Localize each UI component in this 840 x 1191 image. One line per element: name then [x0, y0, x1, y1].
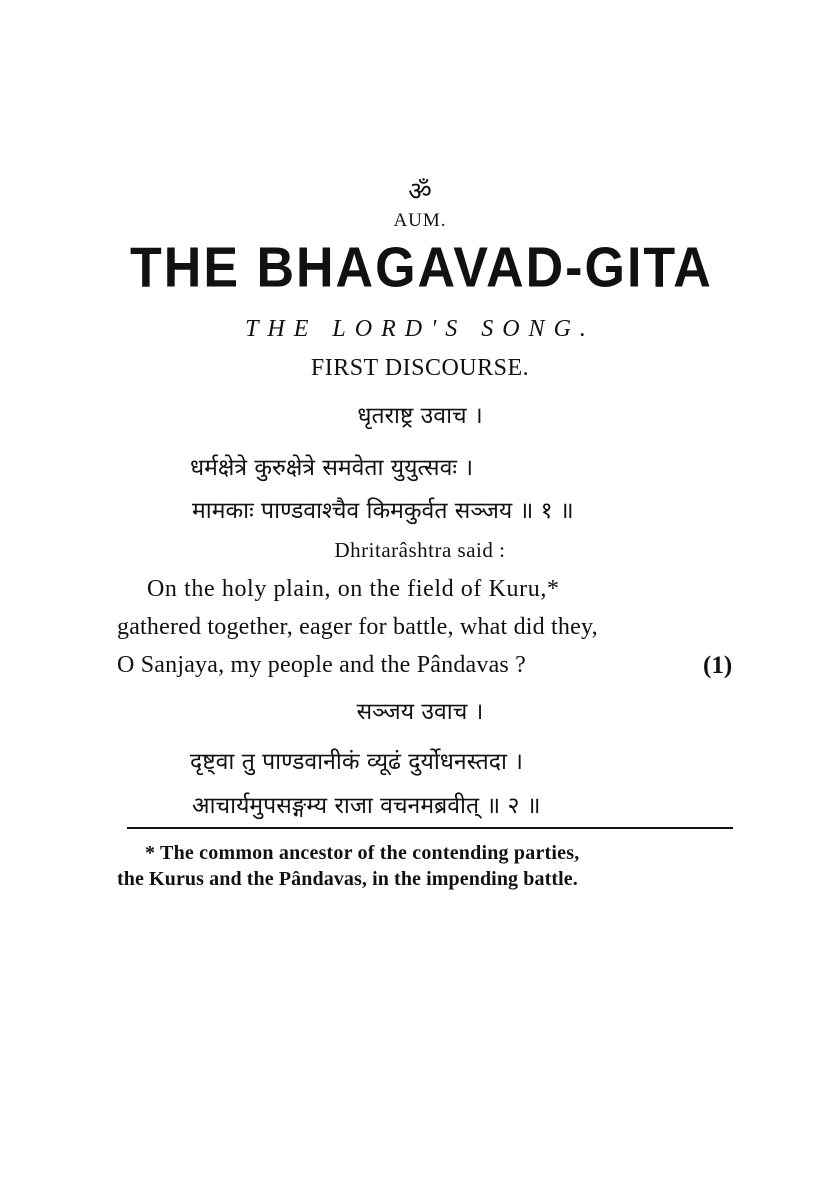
verse1-english-line-2: gathered together, eager for battle, what did they, — [117, 614, 598, 640]
verse2-speaker-sanskrit: सञ्जय उवाच । — [356, 699, 484, 725]
verse1-number: (1) — [703, 652, 733, 679]
subtitle: THE LORD'S SONG. — [245, 316, 595, 342]
verse1-sanskrit-line-b: मामकाः पाण्डवाश्चैव किमकुर्वत सञ्जय ॥ १ ॥ — [192, 498, 574, 524]
verse2-sanskrit-line-a: दृष्ट्वा तु पाण्डवानीकं व्यूढं दुर्योधनस्तदा । — [190, 749, 523, 775]
om-symbol: ॐ — [408, 177, 432, 207]
aum-label: AUM. — [393, 210, 447, 231]
verse1-english-line-3: O Sanjaya, my people and the Pândavas ? — [117, 652, 527, 678]
discourse-heading: FIRST DISCOURSE. — [310, 355, 530, 381]
verse1-sanskrit-line-a: धर्मक्षेत्रे कुरुक्षेत्रे समवेता युयुत्सवः । — [190, 455, 474, 481]
footnote-line-1: * The common ancestor of the contending parties, — [145, 842, 580, 864]
footnote-divider — [127, 827, 733, 829]
verse1-speaker-sanskrit: धृतराष्ट्र उवाच । — [357, 403, 483, 429]
verse1-speaker-english: Dhritarâshtra said : — [334, 538, 506, 562]
footnote-line-2: the Kurus and the Pândavas, in the impending battle. — [117, 868, 578, 890]
verse2-sanskrit-line-b: आचार्यमुपसङ्गम्य राजा वचनमब्रवीत् ॥ २ ॥ — [192, 793, 541, 819]
page-title: THE BHAGAVAD-GITA — [130, 236, 713, 300]
verse1-english-line-1: On the holy plain, on the field of Kuru,* — [147, 576, 560, 602]
